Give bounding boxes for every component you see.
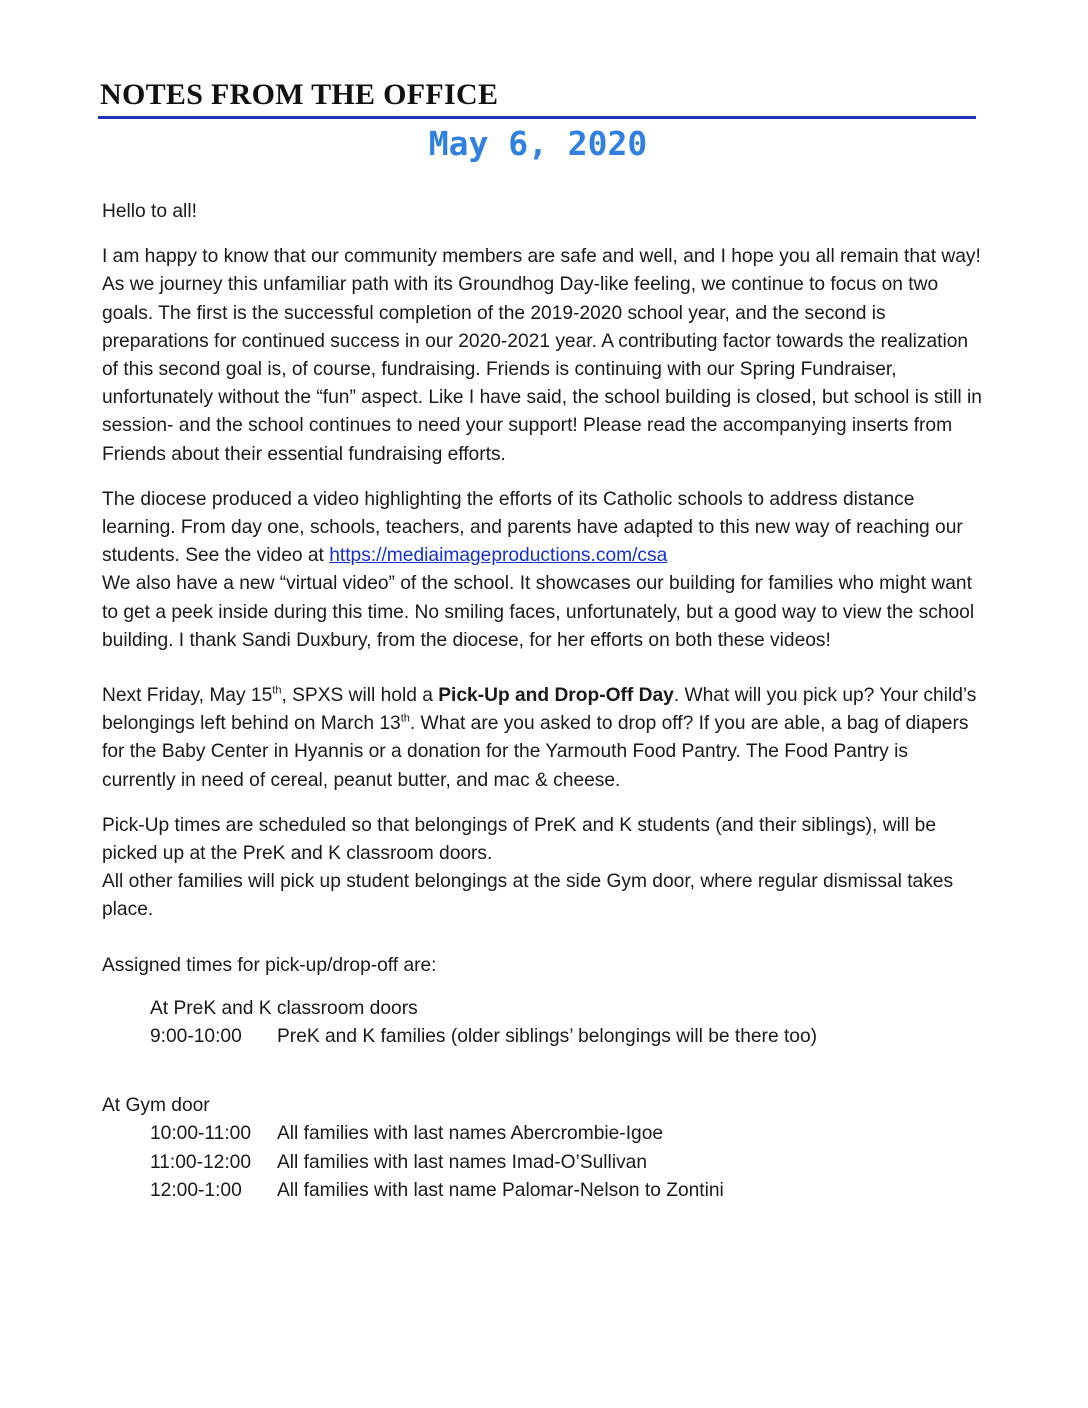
paragraph-pickup-locations	[102, 812, 982, 925]
schedule-time: 12:00-1:00	[150, 1179, 242, 1201]
prek-pickup-text: Pick-Up times are scheduled so that belongings of PreK and K students (and their siblings), will be picked up at the PreK and K classroom doors.	[102, 814, 937, 865]
schedule-row	[150, 1177, 982, 1205]
schedule-time: 11:00-12:00	[150, 1151, 251, 1173]
video-link[interactable]: https://mediaimageproductions.com/csa	[329, 545, 668, 567]
pickup-event-name: Pick-Up and Drop-Off Day	[438, 685, 674, 707]
virtual-video-text: We also have a new “virtual video” of the school. It showcases our building for families who might want to get a peek inside during this time. No smiling faces, unfortunately, but a good way to view the school building. I thank Sandi Duxbury, from the diocese, for her efforts on both these videos!	[102, 573, 975, 651]
greeting: Hello to all!	[102, 201, 197, 222]
schedule-desc: All families with last names Imad-O’Sullivan	[277, 1151, 648, 1173]
schedule-row	[150, 1149, 982, 1177]
ordinal-suffix: th	[272, 684, 282, 697]
pickup-text-2: , SPXS will hold a	[281, 685, 439, 707]
schedule-desc: All families with last names Abercrombie-Igoe	[277, 1123, 664, 1145]
schedule-row	[150, 1023, 982, 1051]
ordinal-suffix: th	[400, 712, 410, 725]
schedule-time: 10:00-11:00	[150, 1123, 251, 1145]
pickup-text-3: . What will you pick up? Your child’s belongings left behind on March 13	[102, 685, 977, 735]
pickup-text-1: Next Friday, May 15	[102, 685, 273, 707]
video-text: The diocese produced a video highlighting the efforts of its Catholic schools to address distance learning. From day one, schools, teachers, and parents have adapted to this new way of reaching our students. See the video at	[102, 488, 963, 567]
newsletter-date: May 6, 2020	[428, 124, 648, 163]
paragraph-pickup-day	[102, 682, 982, 795]
pickup-text-4: . What are you asked to drop off? If you are able, a bag of diapers for the Baby Center in Hyannis or a donation for the Yarmouth Food Pantry. The Food Pantry is currently in need of cereal, peanut butter, and mac & cheese.	[102, 713, 969, 791]
schedule-gym	[102, 1092, 982, 1205]
assigned-times-intro: Assigned times for pick-up/drop-off are:	[102, 954, 437, 976]
schedule-desc: PreK and K families (older siblings’ belongings will be there too)	[277, 1026, 818, 1048]
schedule-prek	[102, 995, 982, 1051]
schedule-location: At Gym door	[102, 1095, 210, 1117]
heading-underline	[98, 116, 976, 119]
gym-pickup-text: All other families will pick up student belongings at the side Gym door, where regular dismissal takes place.	[102, 871, 954, 921]
schedule-row	[150, 1120, 982, 1148]
paragraph-video	[102, 486, 982, 655]
page-heading: NOTES FROM THE OFFICE	[100, 78, 499, 111]
schedule-location: At PreK and K classroom doors	[150, 997, 418, 1019]
letter-body	[102, 198, 982, 1205]
schedule-time: 9:00-10:00	[150, 1026, 242, 1048]
schedule-desc: All families with last name Palomar-Nelson to Zontini	[277, 1179, 724, 1201]
paragraph-goals: I am happy to know that our community members are safe and well, and I hope you all remain that way! As we journey this unfamiliar path with its Groundhog Day-like feeling, we continue to focus on two goals. The first is the successful completion of the 2019-2020 school year, and the second is preparations for continued success in our 2020-2021 year. A contributing factor towards the realization of this second goal is, of course, fundraising. Friends is continuing with our Spring Fundraiser, unfortunately without the “fun” aspect. Like I have said, the school building is closed, but school is still in session- and the school continues to need your support! Please read the accompanying inserts from Friends about their essential fundraising efforts.	[102, 246, 982, 465]
